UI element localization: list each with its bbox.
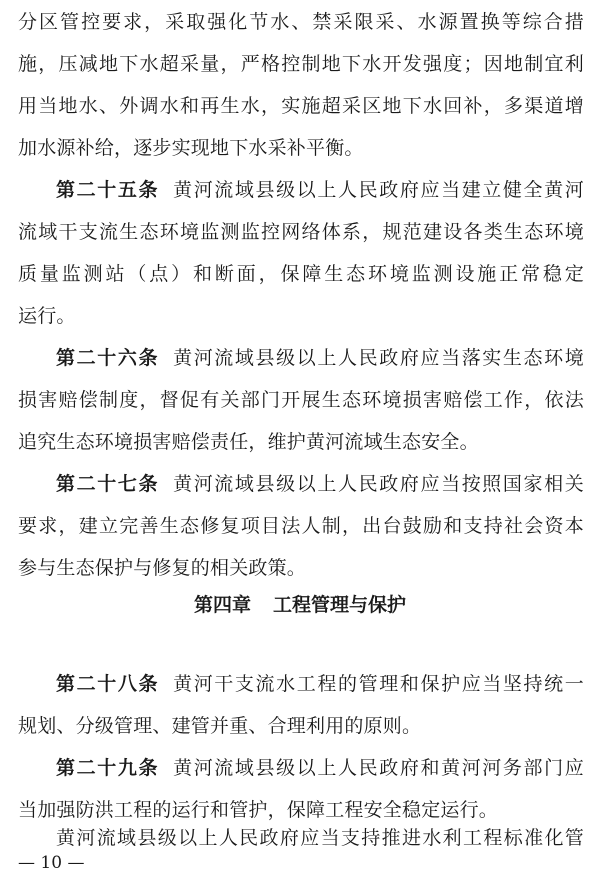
- intro-line-4: 加水源补给，逐步实现地下水采补平衡。: [18, 137, 364, 159]
- article-26-text: 黄河流域县级以上人民政府应当落实生态环境: [173, 347, 584, 369]
- chapter-title: 工程管理与保护: [273, 594, 407, 616]
- article-26-line-3: 追究生态环境损害赔偿责任，维护黄河流域生态安全。: [18, 431, 479, 453]
- chapter-heading: [0, 593, 600, 617]
- article-25-line-4: 运行。: [18, 305, 76, 327]
- article-29-number: 第二十九条: [56, 757, 160, 779]
- article-28-first-line: [56, 672, 584, 696]
- last-paragraph-line-1: 黄河流域县级以上人民政府应当支持推进水利工程标准化管: [56, 827, 584, 849]
- article-25-text: 黄河流域县级以上人民政府应当建立健全黄河: [173, 179, 584, 201]
- page-number: — 10 —: [18, 853, 85, 873]
- article-26-line-2: 损害赔偿制度，督促有关部门开展生态环境损害赔偿工作，依法: [18, 389, 584, 411]
- chapter-number: 第四章: [193, 594, 251, 616]
- intro-line-1: 分区管控要求，采取强化节水、禁采限采、水源置换等综合措: [18, 11, 584, 33]
- article-28-text: 黄河干支流水工程的管理和保护应当坚持统一: [173, 673, 584, 695]
- article-25-first-line: [56, 178, 584, 202]
- article-26-first-line: [56, 346, 584, 370]
- article-27-line-3: 参与生态保护与修复的相关政策。: [18, 557, 307, 579]
- article-28-number: 第二十八条: [56, 673, 160, 695]
- article-29-line-2: 当加强防洪工程的运行和管护，保障工程安全稳定运行。: [18, 799, 499, 821]
- article-27-line-2: 要求，建立完善生态修复项目法人制，出台鼓励和支持社会资本: [18, 515, 584, 537]
- article-27-first-line: [56, 472, 584, 496]
- intro-line-3: 用当地水、外调水和再生水，实施超采区地下水回补，多渠道增: [18, 95, 584, 117]
- intro-line-2: 施，压减地下水超采量，严格控制地下水开发强度；因地制宜利: [18, 53, 584, 75]
- article-26-number: 第二十六条: [56, 347, 160, 369]
- article-25-line-2: 流域干支流生态环境监测监控网络体系，规范建设各类生态环境: [18, 221, 584, 243]
- article-27-text: 黄河流域县级以上人民政府应当按照国家相关: [173, 473, 584, 495]
- article-29-text: 黄河流域县级以上人民政府和黄河河务部门应: [173, 757, 584, 779]
- article-28-line-2: 规划、分级管理、建管并重、合理利用的原则。: [18, 715, 422, 737]
- article-25-line-3: 质量监测站（点）和断面，保障生态环境监测设施正常稳定: [18, 263, 584, 285]
- article-29-first-line: [56, 756, 584, 780]
- article-25-number: 第二十五条: [56, 179, 160, 201]
- article-27-number: 第二十七条: [56, 473, 160, 495]
